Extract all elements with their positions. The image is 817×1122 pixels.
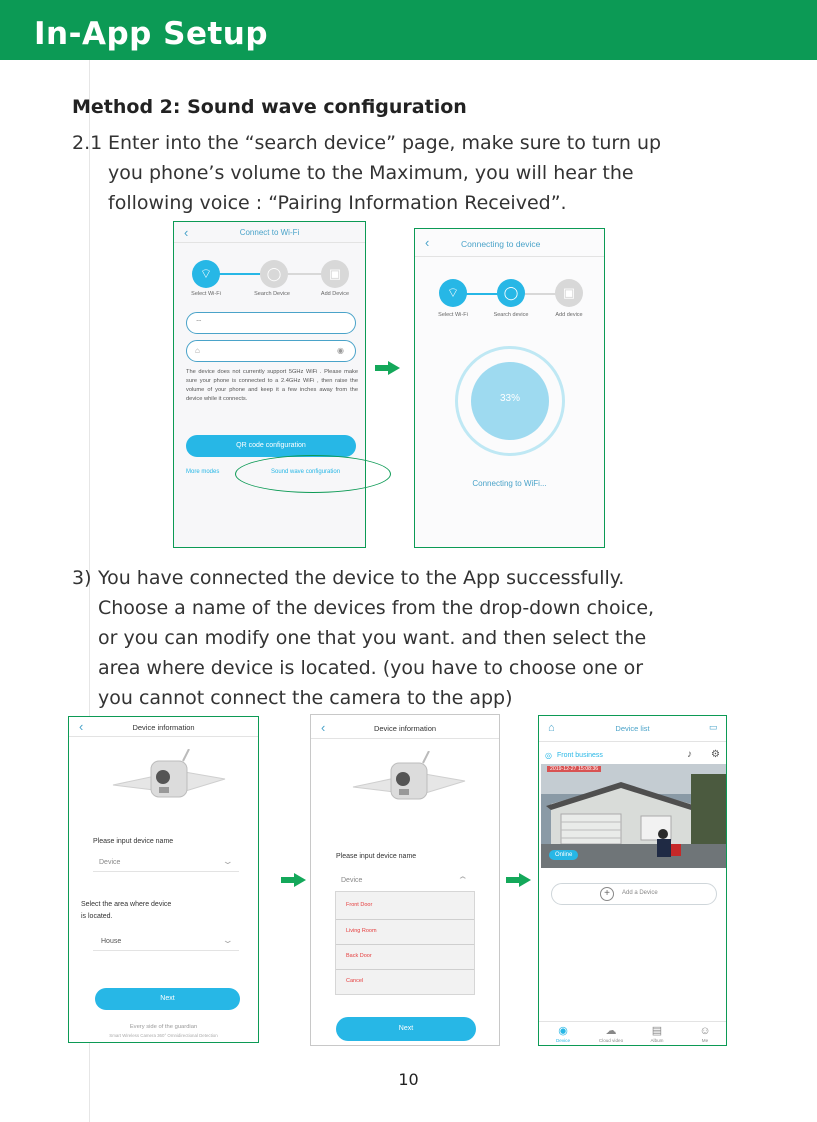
wifi-name-input[interactable] <box>186 312 356 334</box>
wifi-password-input[interactable] <box>186 340 356 362</box>
album-icon: ▤ <box>651 1025 663 1037</box>
title-divider <box>174 242 365 243</box>
chevron-down-icon[interactable]: ⌄ <box>221 856 234 866</box>
back-icon[interactable]: ‹ <box>79 719 84 734</box>
screen-title: Device information <box>132 723 195 732</box>
arrow-icon <box>375 361 401 375</box>
area-label: is located. <box>81 913 113 920</box>
back-icon[interactable]: ‹ <box>184 225 189 240</box>
next-button[interactable]: Next <box>95 988 240 1010</box>
step-number: 3) <box>72 567 92 589</box>
search-icon: ◯ <box>497 279 525 307</box>
step-label: Add Device <box>320 291 350 297</box>
camera-icon <box>349 751 469 821</box>
screenshot-device-info <box>68 716 259 1043</box>
dropdown-option[interactable]: Cancel <box>336 969 474 994</box>
device-name-select[interactable]: Device <box>341 877 363 884</box>
progress-value: 33% <box>499 393 520 404</box>
add-device-label: Add a Device <box>622 890 658 896</box>
step-line: You have connected the device to the App successfully. <box>98 567 625 589</box>
tab-device[interactable]: ◉ Device <box>543 1024 583 1043</box>
field-divider <box>93 950 239 951</box>
tab-album[interactable]: ▤ Album <box>637 1024 677 1043</box>
qr-code-button[interactable]: QR code configuration <box>186 435 356 457</box>
home-icon[interactable]: ⌂ <box>548 722 555 734</box>
lock-icon: ⌂ <box>195 346 200 355</box>
screenshot-device-dropdown <box>310 714 500 1046</box>
page-header <box>0 0 817 60</box>
add-device-icon: ▣ <box>555 279 583 307</box>
footer-tagline: Every side of the guardian <box>129 1024 198 1030</box>
wifi-icon: ⌔ <box>439 279 467 307</box>
arrow-icon <box>281 873 307 887</box>
step-3 <box>72 563 772 713</box>
area-label: Select the area where device <box>81 901 172 908</box>
user-icon: ☺ <box>699 1025 711 1037</box>
title-divider <box>539 741 726 742</box>
device-card[interactable] <box>541 748 726 868</box>
title-divider <box>311 738 499 739</box>
sound-wave-link[interactable]: Sound wave configuration <box>271 469 341 475</box>
menu-icon[interactable]: ▭ <box>709 722 718 732</box>
camera-icon <box>109 749 229 819</box>
eye-icon[interactable]: ◉ <box>337 346 344 355</box>
device-name-label: Please input device name <box>336 853 417 860</box>
status-badge: Online <box>549 850 578 860</box>
dropdown-menu <box>335 891 475 995</box>
step-line: Enter into the “search device” page, make sure to turn up <box>108 132 662 154</box>
add-device-icon: ▣ <box>321 260 349 288</box>
location-pin-icon: ◎ <box>545 751 552 760</box>
add-device-button[interactable] <box>551 883 717 905</box>
page-title: In-App Setup <box>34 16 269 52</box>
step-label: Select Wi-Fi <box>191 291 221 297</box>
more-modes-link[interactable]: More modes <box>186 469 220 475</box>
screen-title: Connecting to device <box>461 239 541 249</box>
title-divider <box>69 736 258 737</box>
step-label: Search device <box>493 312 529 318</box>
step-2-1 <box>72 128 772 218</box>
cloud-icon: ☁ <box>605 1025 617 1037</box>
step-label: Search Device <box>254 291 290 297</box>
gear-icon[interactable]: ⚙ <box>711 749 720 760</box>
step-line: you phone’s volume to the Maximum, you will hear the <box>108 162 634 184</box>
step-line: area where device is located. (you have to choose one or <box>98 657 644 679</box>
wifi-note: The device does not currently support 5GHz WiFi . Please make sure your phone is connected to a 2.4GHz WiFi , then raise the volume of your phone and keep it a few inches away from the device while it connects. <box>186 369 358 402</box>
title-divider <box>415 256 604 257</box>
next-button[interactable]: Next <box>336 1017 476 1041</box>
dropdown-option[interactable]: Living Room <box>336 919 474 944</box>
screen-title: Device list <box>615 724 650 733</box>
search-icon: ◯ <box>260 260 288 288</box>
wifi-icon: ⌔ <box>195 318 203 327</box>
step-connector <box>218 273 260 275</box>
chevron-up-icon[interactable]: ⌃ <box>456 875 469 885</box>
tab-me[interactable]: ☺ Me <box>685 1024 725 1043</box>
area-select[interactable]: House <box>101 938 122 945</box>
tabbar-divider <box>539 1021 726 1022</box>
step-label: Add device <box>555 312 583 318</box>
step-line: or you can modify one that you want. and then select the <box>98 627 647 649</box>
bell-icon[interactable]: ♪ <box>687 749 692 760</box>
step-number: 2.1 <box>72 132 103 154</box>
tab-cloud-video[interactable]: ☁ Cloud video <box>591 1024 631 1043</box>
dropdown-option[interactable]: Back Door <box>336 944 474 969</box>
screenshot-connect-wifi <box>173 221 366 548</box>
page-number: 10 <box>398 1070 419 1089</box>
step-line: following voice : “Pairing Information Received”. <box>108 192 567 214</box>
device-name-select[interactable]: Device <box>99 859 121 866</box>
chevron-down-icon[interactable]: ⌄ <box>221 935 234 945</box>
field-divider <box>93 871 239 872</box>
back-icon[interactable]: ‹ <box>425 235 430 250</box>
wifi-icon: ⌔ <box>192 260 220 288</box>
step-label: Select Wi-Fi <box>438 312 468 318</box>
step-line: you cannot connect the camera to the app) <box>98 687 513 709</box>
camera-icon: ◉ <box>558 1025 568 1037</box>
step-line: Choose a name of the devices from the drop-down choice, <box>98 597 655 619</box>
back-icon[interactable]: ‹ <box>321 720 326 735</box>
device-name: Front business <box>557 752 603 759</box>
arrow-icon <box>506 873 532 887</box>
highlight-oval <box>235 455 391 493</box>
screen-title: Connect to Wi-Fi <box>239 228 300 237</box>
connecting-status: Connecting to WiFi... <box>472 479 547 488</box>
dropdown-option[interactable]: Front Door <box>346 902 373 908</box>
feed-timestamp: 2019-12-27 15:08:36 <box>547 766 601 772</box>
device-name-label: Please input device name <box>93 838 174 845</box>
plus-icon: + <box>600 887 614 901</box>
footer-subtitle: Smart Wireless Camera 360° Omnidirectional Detection <box>109 1033 218 1038</box>
screen-title: Device information <box>373 724 437 733</box>
method-heading: Method 2: Sound wave configuration <box>72 96 467 118</box>
screenshot-device-list <box>538 715 727 1046</box>
screenshot-connecting <box>414 228 605 548</box>
